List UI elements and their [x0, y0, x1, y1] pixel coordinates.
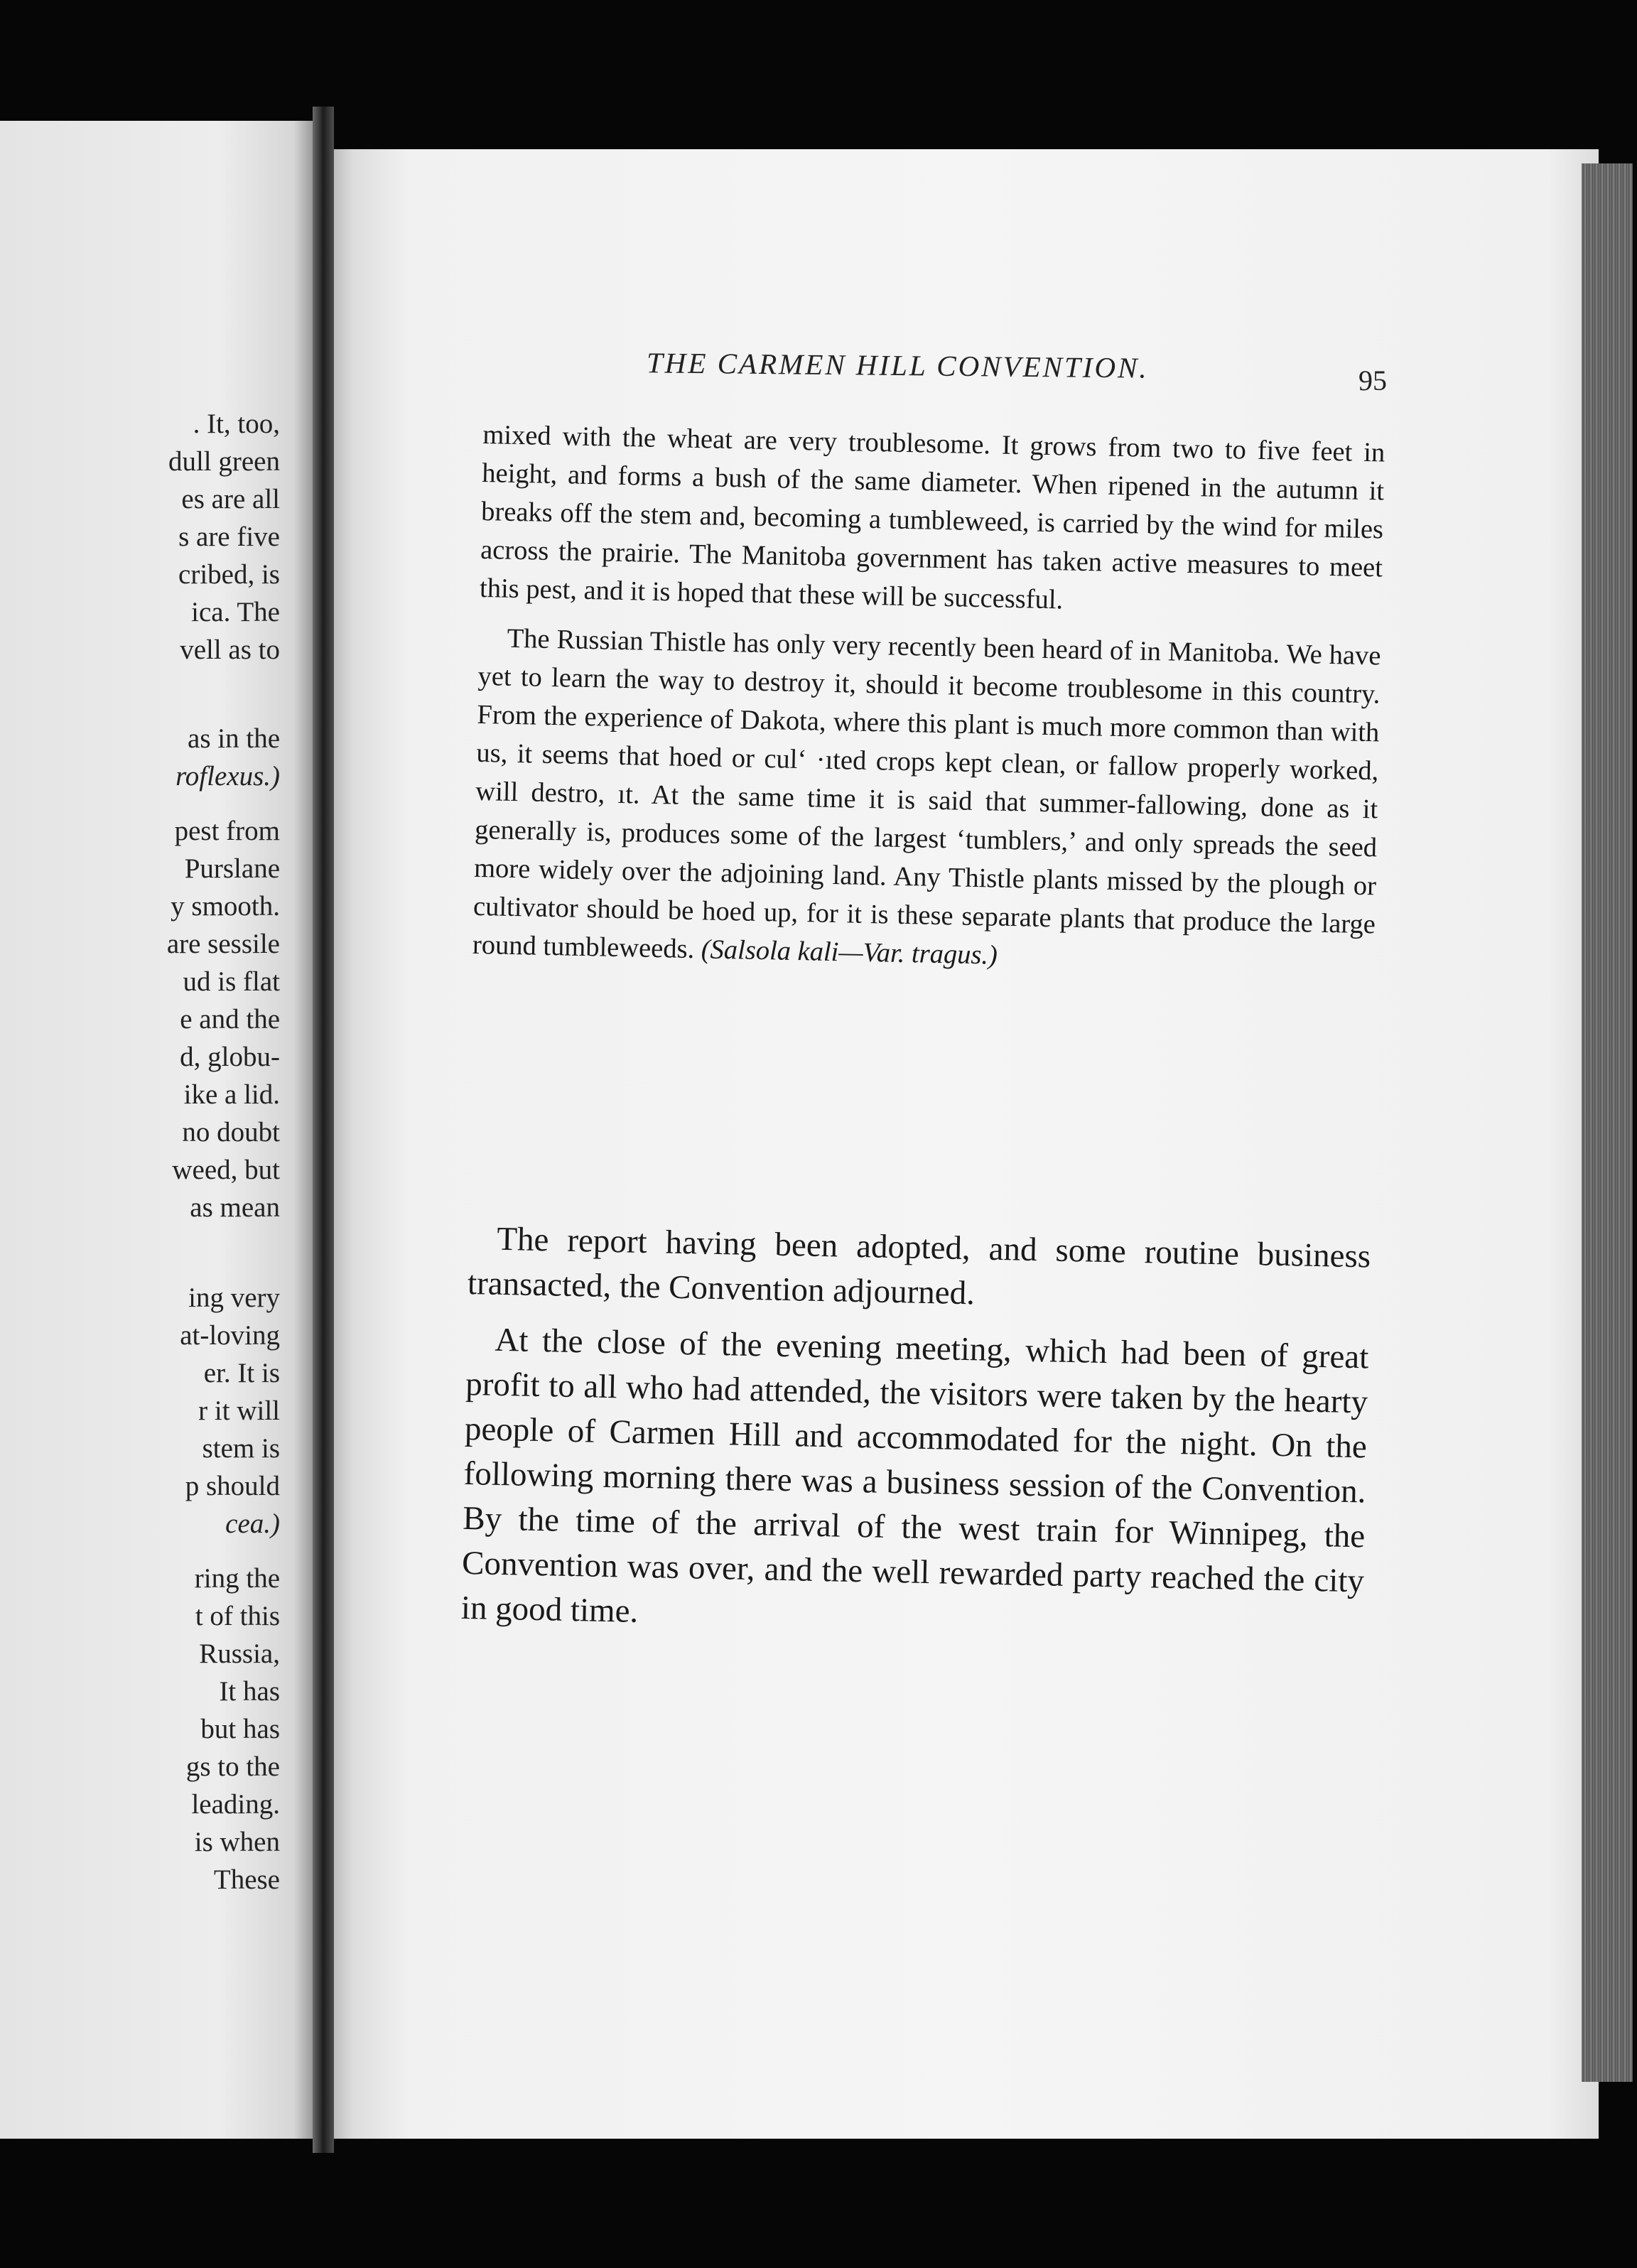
- paragraph-wheat-pest: mixed with the wheat are very troublesome. It grows from two to five feet in height, and forms a bush of the same diameter. When ripened in the autumn it breaks off the stem and, becoming a tumbleweed, is carried by the wind for miles across the prairie. The Manitoba government has taken active measures to meet this pest, and it is hoped that these will be successful.: [479, 419, 1385, 615]
- left-page-line: ing very: [188, 1282, 280, 1313]
- left-page-line: cribed, is: [178, 559, 280, 590]
- left-page-line: er. It is: [203, 1358, 280, 1388]
- left-page-line: stem is: [202, 1433, 280, 1464]
- latin-name: (Salsola kali—Var. tragus.): [701, 934, 998, 971]
- narrative: [460, 1216, 1371, 1648]
- left-page-line: Russia,: [199, 1638, 280, 1669]
- left-page-line: e and the: [180, 1004, 280, 1035]
- left-page-line: ring the: [194, 1563, 280, 1594]
- left-page-line: gs to the: [185, 1751, 280, 1782]
- left-page-line: . It, too,: [193, 409, 280, 439]
- page-edges: [1582, 163, 1633, 2082]
- left-page-line: roflexus.): [175, 761, 280, 792]
- left-page-line: at-loving: [180, 1320, 280, 1351]
- left-page-line: y smooth.: [171, 891, 280, 922]
- left-page-line: weed, but: [172, 1155, 280, 1185]
- running-head-title: THE CARMEN HILL CONVENTION.: [646, 346, 1149, 384]
- left-page-line: These: [213, 1864, 280, 1895]
- left-page-line: vell as to: [180, 634, 280, 665]
- left-page-line: is when: [194, 1827, 280, 1857]
- left-page-line: r it will: [198, 1395, 280, 1426]
- left-page-line: ike a lid.: [183, 1079, 280, 1110]
- russian-thistle-text: The Russian Thistle has only very recently been heard of in Manitoba. We have yet to learn the way to destroy it, should it become troublesome in this country. From the experience of Dakota, where this plant is much more common than with us, it seems that hoed or cul‘ ·ıted crops kept clean, or fallow properly worked, will destro, ıt. At the same time it is said that summer-fallowing, done as it generally is, produces some of the largest ‘tumblers,’ and only spreads the seed more widely over the adjoining land. Any Thistle plants missed by the plough or cultivator should be hoed up, for it is these separate plants that produce the large round tumbleweeds.: [472, 623, 1381, 965]
- book-gutter: [313, 107, 334, 2153]
- left-page-line: ud is flat: [183, 966, 280, 997]
- paragraph-report-adopted: The report having been adopted, and some routine business transacted, the Convention adjourned.: [467, 1220, 1371, 1312]
- report-excerpt: [472, 416, 1385, 982]
- left-page-line: cea.): [225, 1508, 280, 1539]
- page-number: 95: [1358, 364, 1387, 396]
- left-page-line: d, globu-: [180, 1042, 280, 1072]
- left-page-line: leading.: [191, 1789, 280, 1820]
- left-page-line: t of this: [195, 1601, 280, 1631]
- left-page-line: are sessile: [166, 929, 280, 959]
- left-page-line: pest from: [174, 816, 280, 846]
- left-page-line: s are five: [178, 522, 280, 552]
- left-page-line: ica. The: [191, 597, 280, 627]
- left-page-line: It has: [219, 1676, 280, 1707]
- left-facing-page: [0, 121, 313, 2139]
- left-page-line: Purslane: [184, 853, 280, 884]
- paragraph-russian-thistle: [472, 619, 1381, 982]
- left-page-line: but has: [200, 1714, 280, 1744]
- left-page-line: dull green: [168, 446, 280, 477]
- left-page-line: es are all: [181, 484, 280, 514]
- left-page-line: p should: [185, 1471, 280, 1501]
- left-page-line: as in the: [188, 723, 280, 754]
- left-page-line: as mean: [190, 1192, 280, 1223]
- paragraph-evening-meeting: At the close of the evening meeting, which had been of great profit to all who had attended, the visitors were taken by the hearty people of Carmen Hill and accommodated for the night. On the following morning there was a business session of the Convention. By the time of the arrival of the west train for Winnipeg, the Convention was over, and the well rewarded party reached the city in good time.: [460, 1321, 1369, 1630]
- left-page-line: no doubt: [182, 1117, 280, 1148]
